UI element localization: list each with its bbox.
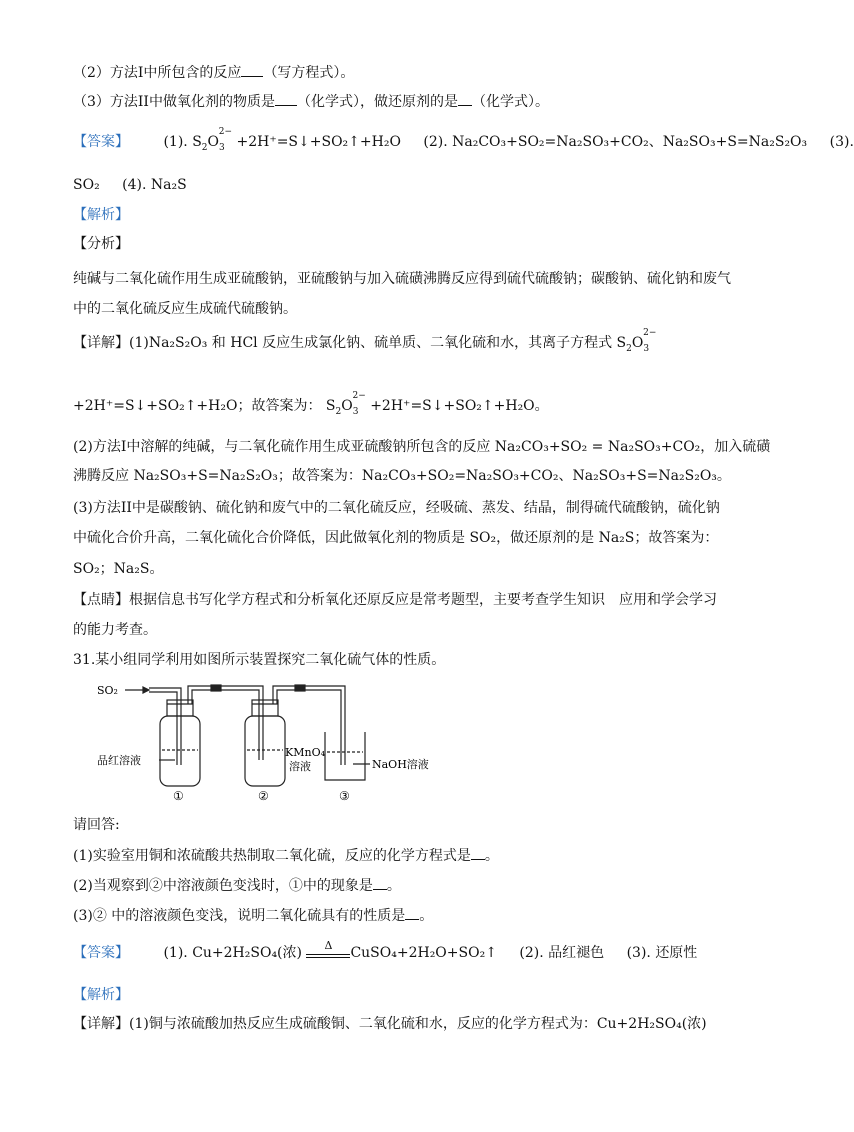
dianjing-line-b: 的能力考查。: [73, 622, 157, 638]
blank: [275, 93, 297, 106]
detail-1-line-b: +2H⁺=S↓+SO₂↑+H₂O；故答案为： $S_2O_3^{2-}$ +2H⁺=S↓+SO₂↑+H₂O。: [73, 391, 549, 417]
blank: [405, 907, 419, 920]
blank: [458, 93, 472, 106]
detail-last-line: 【详解】(1)铜与浓硫酸加热反应生成硫酸铜、二氧化硫和水，反应的化学方程式为：Cu+2H₂SO₄(浓): [73, 1016, 707, 1032]
thiosulfate-ion: $S_2O_3^{2-}$: [616, 328, 657, 354]
question-31: 31.某小组同学利用如图所示装置探究二氧化硫气体的性质。: [73, 652, 446, 668]
dianjing-line-a: 【点睛】根据信息书写化学方程式和分析氧化还原反应是常考题型，主要考查学生知识 应用和学会学习: [73, 592, 717, 608]
detail-3-line-b: 中硫化合价升高，二氧化硫化合价降低，因此做氧化剂的物质是 SO₂，做还原剂的是 Na₂S；故答案为：: [73, 530, 719, 546]
number-3: ③: [339, 789, 350, 803]
question-31-2: (2)当观察到②中溶液颜色变浅时，①中的现象是 。: [73, 878, 401, 894]
detail-2-line-b: 沸腾反应 Na₂SO₃+S=Na₂S₂O₃；故答案为：Na₂CO₃+SO₂=Na₂SO₃+CO₂、Na₂SO₃+S=Na₂S₂O₃。: [73, 468, 731, 484]
answer-31-line: 【答案】 (1). Cu+2H₂SO₄(浓) Δ CuSO₄+2H₂O+SO₂↑ (2). 品红褪色 (3). 还原性: [73, 939, 698, 961]
pinhong-label: 品红溶液: [97, 754, 141, 767]
qinghuida: 请回答:: [73, 817, 120, 833]
fenxi-text: 纯碱与二氧化硫作用生成亚硫酸钠，亚硫酸钠与加入硫磺沸腾反应得到硫代硫酸钠；碳酸钠、硫化钠和废气中的二氧化硫反应生成硫代硫酸钠。: [73, 271, 731, 317]
so2-label: SO₂: [97, 684, 118, 697]
question-2-line: （2）方法I中所包含的反应 （写方程式）。: [73, 65, 355, 81]
answer-line-1: 【答案】 (1). $S_2O_3^{2-}$ +2H⁺=S↓+SO₂↑+H₂O (2). Na₂CO₃+SO₂=Na₂SO₃+CO₂、Na₂SO₃+S=Na₂S₂O₃ (3).: [73, 127, 854, 153]
fenxi-tag: 【分析】: [73, 236, 129, 252]
detail-1-line-a: 【详解】(1)Na₂S₂O₃ 和 HCl 反应生成氯化钠、硫单质、二氧化硫和水，其离子方程式 $S_2O_3^{2-}$: [73, 328, 657, 354]
jiexi-tag: 【解析】: [73, 207, 129, 223]
thiosulfate-ion: $S_2O_3^{2-}$: [325, 391, 366, 417]
detail-2-line-a: (2)方法I中溶解的纯碱，与二氧化硫作用生成亚硫酸钠所包含的反应 Na₂CO₃+SO₂ = Na₂SO₃+CO₂，加入硫磺: [73, 439, 771, 455]
answer-tag: 【答案】: [73, 134, 129, 150]
thiosulfate-ion: $S_2O_3^{2-}$: [192, 127, 233, 153]
question-31-3: (3)② 中的溶液颜色变浅，说明二氧化硫具有的性质是 。: [73, 908, 434, 924]
detail-3-line-a: (3)方法II中是碳酸钠、硫化钠和废气中的二氧化硫反应，经吸硫、蒸发、结晶，制得硫代硫酸钠，硫化钠: [73, 500, 720, 516]
number-2: ②: [258, 789, 269, 803]
question-3-line: （3）方法II中做氧化剂的物质是 （化学式），做还原剂的是 （化学式）。: [73, 94, 549, 110]
blank: [373, 877, 387, 890]
apparatus-figure: [85, 680, 445, 805]
blank: [241, 64, 263, 77]
question-31-1: (1)实验室用铜和浓硫酸共热制取二氧化硫，反应的化学方程式是 。: [73, 848, 499, 864]
detail-3-line-c: SO₂；Na₂S。: [73, 561, 164, 577]
solution-label: 溶液: [289, 760, 311, 773]
jiexi-tag-2: 【解析】: [73, 987, 129, 1003]
blank: [471, 847, 485, 860]
heat-condition: Δ: [306, 948, 350, 958]
answer-line-2: SO₂ (4). Na₂S: [73, 177, 187, 193]
number-1: ①: [173, 789, 184, 803]
naoh-label: NaOH溶液: [372, 758, 429, 771]
kmno4-label: KMnO₄: [285, 746, 325, 759]
